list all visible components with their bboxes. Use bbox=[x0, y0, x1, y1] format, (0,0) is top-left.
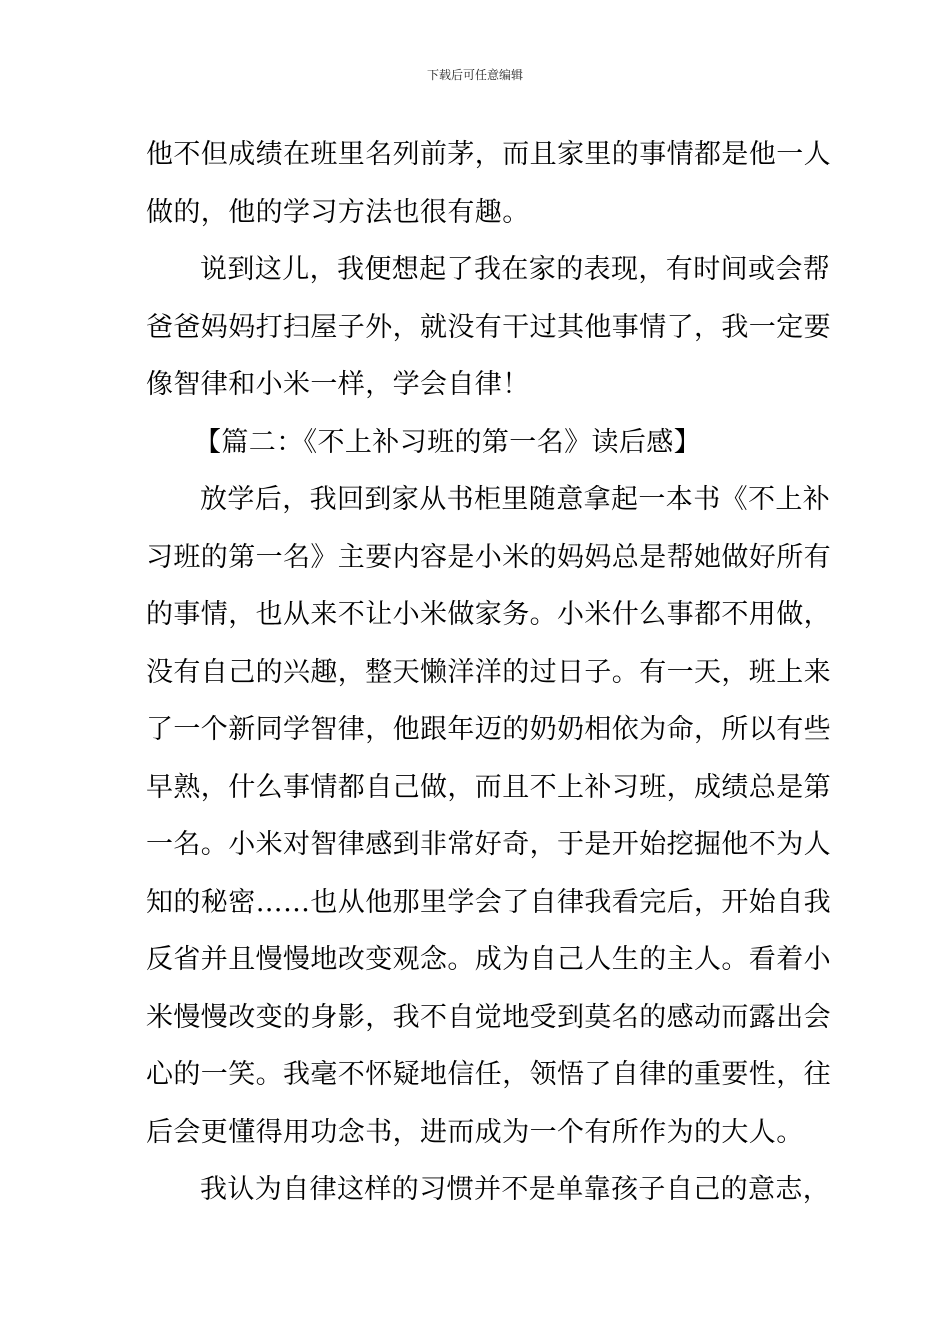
paragraph bbox=[146, 126, 831, 241]
text-line: 做的，他的学习方法也很有趣。 bbox=[146, 196, 530, 228]
text-line: 早熟，什么事情都自己做，而且不上补习班，成绩总是第 bbox=[146, 771, 831, 803]
paragraph bbox=[146, 471, 831, 1161]
text-line: 心的一笑。我毫不怀疑地信任，领悟了自律的重要性，往 bbox=[146, 1059, 831, 1090]
text-line: 的事情，也从来不让小米做家务。小米什么事都不用做， bbox=[146, 599, 831, 630]
document-body bbox=[146, 126, 831, 1219]
text-line: 了一个新同学智律，他跟年迈的奶奶相依为命，所以有些 bbox=[146, 714, 831, 745]
text-line: 知的秘密……也从他那里学会了自律我看完后，开始自我 bbox=[146, 886, 831, 918]
text-line: 没有自己的兴趣，整天懒洋洋的过日子。有一天，班上来 bbox=[146, 656, 831, 688]
text-line: 爸爸妈妈打扫屋子外，就没有干过其他事情了，我一定要 bbox=[146, 311, 831, 343]
text-line: 米慢慢改变的身影，我不自觉地受到莫名的感动而露出会 bbox=[146, 1001, 831, 1033]
paragraph bbox=[146, 241, 831, 414]
paragraph bbox=[146, 1161, 831, 1219]
text-line: 一名。小米对智律感到非常好奇，于是开始挖掘他不为人 bbox=[146, 829, 831, 860]
page-header-note: 下载后可任意编辑 bbox=[426, 68, 523, 82]
text-line: 放学后，我回到家从书柜里随意拿起一本书《不上补 bbox=[200, 484, 831, 515]
text-line: 反省并且慢慢地改变观念。成为自己人生的主人。看着小 bbox=[146, 944, 831, 975]
section-title: 【篇二：《不上补习班的第一名》读后感】 bbox=[194, 426, 702, 458]
text-line: 习班的第一名》主要内容是小米的妈妈总是帮她做好所有 bbox=[146, 541, 831, 573]
section-heading bbox=[146, 414, 810, 472]
text-line: 像智律和小米一样，学会自律！ bbox=[146, 369, 530, 400]
text-line: 他不但成绩在班里名列前茅，而且家里的事情都是他一人 bbox=[146, 139, 831, 170]
text-line: 我认为自律这样的习惯并不是单靠孩子自己的意志， bbox=[200, 1174, 831, 1205]
text-line: 后会更懂得用功念书，进而成为一个有所作为的大人。 bbox=[146, 1116, 804, 1148]
text-line: 说到这儿，我便想起了我在家的表现，有时间或会帮 bbox=[200, 254, 831, 285]
